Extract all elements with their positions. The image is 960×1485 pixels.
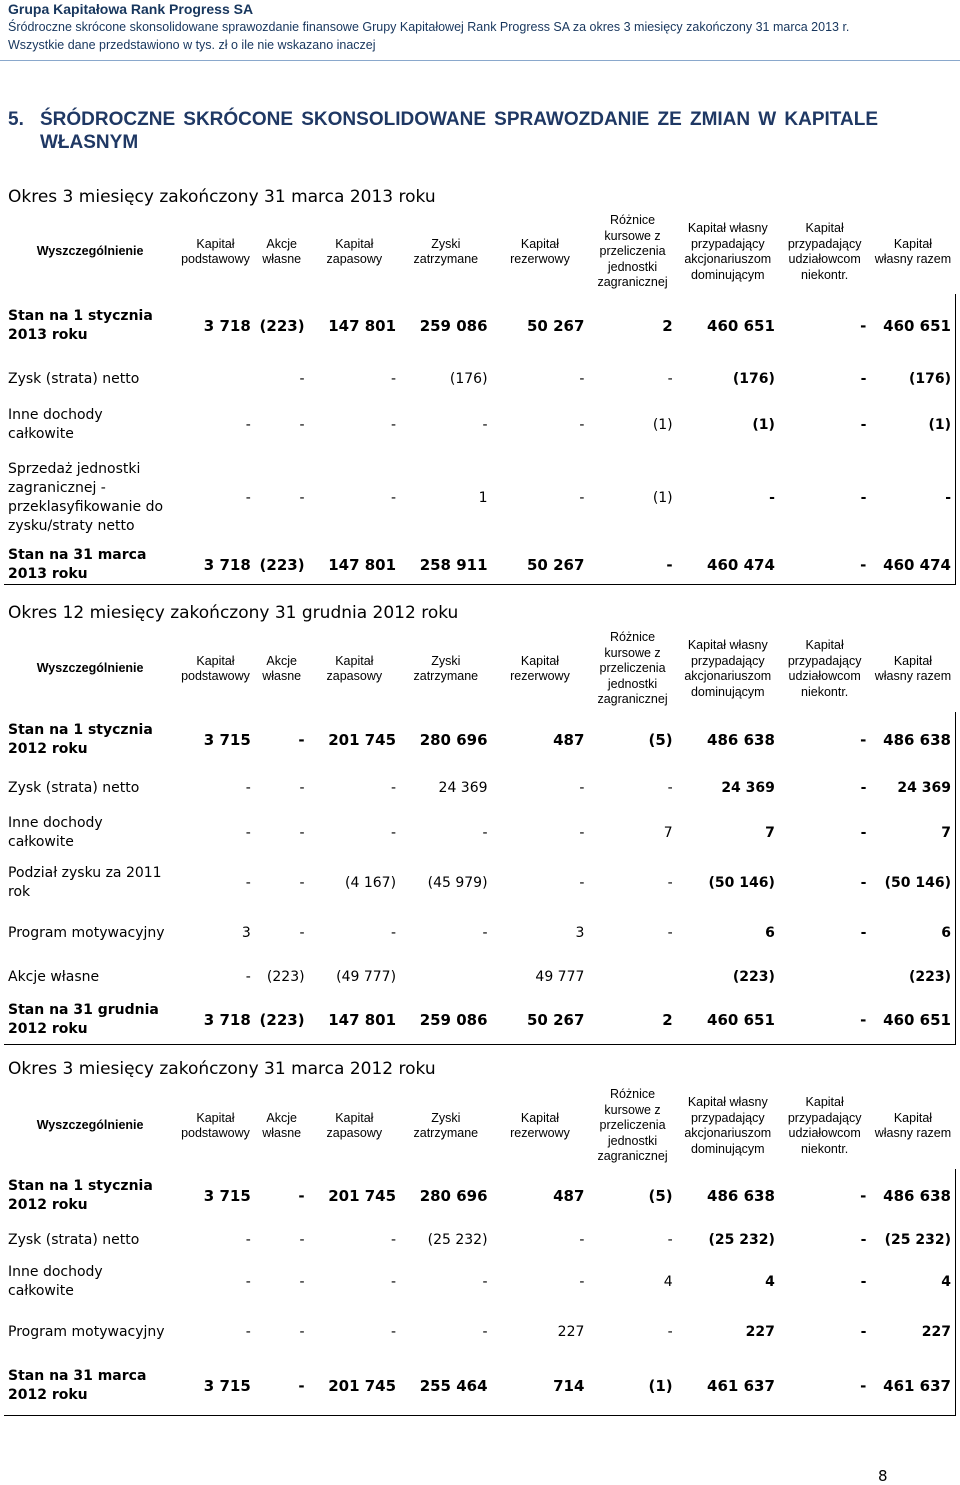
value-cell bbox=[400, 958, 491, 996]
value-cell: - bbox=[860, 875, 867, 891]
value-cell: 3 718 bbox=[176, 996, 255, 1044]
row-label: Zysk (strata) netto bbox=[8, 370, 140, 387]
period-title: Okres 12 miesięcy zakończony 31 grudnia 2012 roku bbox=[8, 603, 459, 623]
value-cell: - bbox=[667, 925, 673, 941]
value-cell: - bbox=[391, 925, 397, 941]
value-cell: - bbox=[667, 371, 673, 387]
equity-changes-table bbox=[4, 626, 956, 1045]
column-header: Kapitał zapasowy bbox=[326, 236, 383, 266]
column-header: Kapitał rezerwowy bbox=[510, 653, 570, 683]
column-header: Kapitał własny przypadający akcjonariuszom dominującym bbox=[684, 221, 772, 282]
table-row bbox=[4, 908, 956, 958]
value-cell: 460 651 bbox=[870, 996, 955, 1044]
value-cell: (49 777) bbox=[336, 969, 397, 985]
row-label: Inne dochody całkowite bbox=[8, 407, 103, 442]
column-header: Akcje własne bbox=[262, 653, 302, 683]
row-label: Stan na 31 marca 2012 roku bbox=[4, 1357, 176, 1415]
value-cell: - bbox=[579, 875, 585, 891]
column-header: Wyszczególnienie bbox=[36, 1118, 144, 1133]
row-label: Stan na 1 stycznia 2012 roku bbox=[8, 1178, 153, 1213]
column-header: Kapitał własny razem bbox=[874, 653, 952, 683]
value-cell: 460 474 bbox=[677, 546, 779, 585]
value-cell: (5) bbox=[648, 1187, 673, 1205]
row-label: Stan na 1 stycznia 2013 roku bbox=[8, 308, 153, 343]
value-cell: - bbox=[860, 1324, 867, 1340]
table-row bbox=[4, 808, 956, 858]
table-row bbox=[4, 1169, 956, 1223]
value-cell bbox=[779, 958, 870, 996]
header-divider bbox=[0, 60, 960, 61]
value-cell: 147 801 bbox=[309, 546, 400, 585]
report-subtitle: Śródroczne skrócone skonsolidowane sprawozdanie finansowe Grupy Kapitałowej Rank Progress SA za okres 3 miesięcy zakończony 31 marca 2013 r. bbox=[8, 20, 850, 34]
value-cell: - bbox=[860, 825, 867, 841]
value-cell: (1) bbox=[652, 417, 673, 433]
value-cell: - bbox=[779, 996, 870, 1044]
page-number: 8 bbox=[878, 1467, 888, 1485]
column-header: Zyski zatrzymane bbox=[413, 653, 479, 683]
value-cell: - bbox=[299, 875, 305, 891]
value-cell: (223) bbox=[266, 969, 305, 985]
currency-note: Wszystkie dane przedstawiono w tys. zł o ile nie wskazano inaczej bbox=[8, 38, 376, 52]
value-cell: 255 464 bbox=[400, 1357, 491, 1415]
value-cell: 4 bbox=[870, 1257, 955, 1307]
value-cell: 460 651 bbox=[870, 294, 955, 358]
value-cell: 1 bbox=[478, 490, 488, 506]
value-cell: 3 715 bbox=[176, 1357, 255, 1415]
value-cell: 3 715 bbox=[203, 1187, 251, 1205]
table-row bbox=[4, 546, 956, 585]
table-row bbox=[4, 1257, 956, 1307]
column-header: Kapitał własny razem bbox=[874, 1110, 952, 1140]
column-header: Kapitał rezerwowy bbox=[510, 236, 570, 266]
value-cell: 487 bbox=[553, 1187, 585, 1205]
value-cell: 24 369 bbox=[721, 780, 775, 796]
company-name: Grupa Kapitałowa Rank Progress SA bbox=[8, 1, 254, 17]
value-cell: - bbox=[245, 1232, 251, 1248]
value-cell: (25 232) bbox=[427, 1232, 488, 1248]
value-cell: 460 474 bbox=[870, 546, 955, 585]
value-cell: - bbox=[391, 1274, 397, 1290]
column-header: Różnice kursowe z przeliczenia jednostki zagranicznej bbox=[597, 213, 668, 290]
value-cell: (223) bbox=[259, 317, 305, 335]
column-header: Kapitał rezerwowy bbox=[510, 1110, 570, 1140]
value-cell: - bbox=[860, 731, 867, 749]
value-cell: - bbox=[299, 371, 305, 387]
column-header: Kapitał własny przypadający akcjonariuszom dominującym bbox=[684, 638, 772, 699]
value-cell: 6 bbox=[870, 908, 955, 958]
column-header: Akcje własne bbox=[262, 1110, 302, 1140]
value-cell: - bbox=[860, 371, 867, 387]
row-label: Inne dochody całkowite bbox=[8, 1264, 103, 1299]
value-cell: - bbox=[860, 1187, 867, 1205]
row-label: Zysk (strata) netto bbox=[8, 779, 140, 796]
value-cell: (1) bbox=[870, 400, 955, 450]
equity-changes-table bbox=[4, 1083, 956, 1416]
value-cell: - bbox=[860, 925, 867, 941]
value-cell: - bbox=[860, 780, 867, 796]
row-label: Sprzedaż jednostki zagranicznej - przeklasyfikowanie do zysku/straty netto bbox=[8, 461, 164, 534]
period-title: Okres 3 miesięcy zakończony 31 marca 2012 roku bbox=[8, 1059, 436, 1079]
value-cell: - bbox=[245, 969, 251, 985]
value-cell: 486 638 bbox=[707, 731, 775, 749]
value-cell: 7 bbox=[765, 825, 775, 841]
column-header: Wyszczególnienie bbox=[36, 661, 144, 676]
section-heading bbox=[8, 108, 878, 154]
column-header: Kapitał przypadający udziałowcom niekontr. bbox=[787, 638, 862, 699]
row-label: Stan na 31 grudnia 2012 roku bbox=[4, 996, 176, 1044]
row-label: Akcje własne bbox=[8, 968, 100, 985]
value-cell: 201 745 bbox=[328, 731, 397, 749]
value-cell: 460 651 bbox=[677, 996, 779, 1044]
value-cell: - bbox=[579, 371, 585, 387]
value-cell: (223) bbox=[732, 969, 775, 985]
value-cell: - bbox=[391, 490, 397, 506]
value-cell: 227 bbox=[870, 1307, 955, 1357]
value-cell: (1) bbox=[652, 490, 673, 506]
value-cell: - bbox=[245, 875, 251, 891]
value-cell: - bbox=[245, 490, 251, 506]
value-cell: (50 146) bbox=[870, 858, 955, 908]
value-cell: - bbox=[667, 875, 673, 891]
value-cell: 3 718 bbox=[176, 546, 255, 585]
row-label: Program motywacyjny bbox=[8, 924, 165, 941]
equity-changes-table bbox=[4, 210, 956, 585]
row-label: Podział zysku za 2011 rok bbox=[8, 865, 162, 900]
table-row bbox=[4, 400, 956, 450]
table-row bbox=[4, 768, 956, 808]
value-cell: - bbox=[299, 1274, 305, 1290]
value-cell: (1) bbox=[752, 417, 775, 433]
value-cell: 147 801 bbox=[328, 317, 397, 335]
value-cell: 24 369 bbox=[438, 780, 488, 796]
row-label: Stan na 1 stycznia 2012 roku bbox=[8, 722, 153, 757]
value-cell: - bbox=[299, 825, 305, 841]
row-label: Program motywacyjny bbox=[8, 1323, 165, 1340]
value-cell: - bbox=[482, 825, 488, 841]
value-cell: 50 267 bbox=[492, 546, 589, 585]
table-row bbox=[4, 1223, 956, 1257]
column-header: Wyszczególnienie bbox=[36, 244, 144, 259]
column-header: Kapitał przypadający udziałowcom niekontr. bbox=[787, 221, 862, 282]
section-number: 5. bbox=[8, 109, 24, 130]
value-cell: - bbox=[860, 490, 867, 506]
value-cell: - bbox=[779, 546, 870, 585]
value-cell: (176) bbox=[732, 371, 775, 387]
value-cell: - bbox=[667, 780, 673, 796]
value-cell: 486 638 bbox=[707, 1187, 775, 1205]
table-row bbox=[4, 450, 956, 546]
value-cell: 2 bbox=[588, 996, 676, 1044]
value-cell: - bbox=[391, 371, 397, 387]
table-row bbox=[4, 358, 956, 400]
value-cell: 4 bbox=[663, 1274, 673, 1290]
table-row bbox=[4, 1357, 956, 1415]
section-title: ŚRÓDROCZNE SKRÓCONE SKONSOLIDOWANE SPRAWOZDANIE ZE ZMIAN W KAPITALE WŁASNYM bbox=[40, 109, 878, 153]
value-cell: 280 696 bbox=[419, 731, 488, 749]
column-header: Kapitał podstawowy bbox=[181, 653, 250, 683]
value-cell: - bbox=[588, 546, 676, 585]
value-cell: (5) bbox=[648, 731, 673, 749]
value-cell: 2 bbox=[662, 317, 673, 335]
value-cell: - bbox=[579, 825, 585, 841]
table-header-row bbox=[4, 210, 956, 294]
value-cell: - bbox=[579, 1274, 585, 1290]
column-header: Różnice kursowe z przeliczenia jednostki zagranicznej bbox=[597, 630, 668, 707]
value-cell: 258 911 bbox=[400, 546, 491, 585]
value-cell: (176) bbox=[449, 371, 488, 387]
value-cell: (1) bbox=[588, 1357, 676, 1415]
value-cell: - bbox=[391, 1324, 397, 1340]
value-cell: - bbox=[245, 417, 251, 433]
value-cell: - bbox=[579, 417, 585, 433]
value-cell: - bbox=[391, 825, 397, 841]
value-cell: 50 267 bbox=[526, 317, 585, 335]
value-cell: 461 637 bbox=[677, 1357, 779, 1415]
value-cell: 259 086 bbox=[400, 996, 491, 1044]
value-cell: - bbox=[579, 780, 585, 796]
value-cell: 487 bbox=[553, 731, 585, 749]
value-cell: (176) bbox=[870, 358, 955, 400]
value-cell: - bbox=[245, 780, 251, 796]
value-cell: - bbox=[860, 1274, 867, 1290]
value-cell: (50 146) bbox=[708, 875, 775, 891]
value-cell: - bbox=[667, 1324, 673, 1340]
value-cell: (4 167) bbox=[345, 875, 397, 891]
value-cell: (223) bbox=[870, 958, 955, 996]
value-cell: (25 232) bbox=[870, 1223, 955, 1257]
value-cell: 714 bbox=[492, 1357, 589, 1415]
row-label: Stan na 31 marca 2013 roku bbox=[4, 546, 176, 585]
value-cell: - bbox=[579, 490, 585, 506]
value-cell: 201 745 bbox=[309, 1357, 400, 1415]
value-cell: 486 638 bbox=[870, 712, 955, 768]
value-cell: (25 232) bbox=[708, 1232, 775, 1248]
value-cell: - bbox=[779, 1357, 870, 1415]
value-cell: 460 651 bbox=[707, 317, 775, 335]
column-header: Kapitał podstawowy bbox=[181, 236, 250, 266]
column-header: Kapitał zapasowy bbox=[326, 653, 383, 683]
value-cell: 147 801 bbox=[309, 996, 400, 1044]
value-cell: 3 718 bbox=[203, 317, 251, 335]
column-header: Akcje własne bbox=[262, 236, 302, 266]
value-cell: 7 bbox=[870, 808, 955, 858]
value-cell: - bbox=[299, 1324, 305, 1340]
value-cell: - bbox=[860, 417, 867, 433]
value-cell: - bbox=[299, 780, 305, 796]
table-row bbox=[4, 996, 956, 1044]
value-cell: (45 979) bbox=[427, 875, 488, 891]
value-cell: - bbox=[860, 317, 867, 335]
table-row bbox=[4, 958, 956, 996]
value-cell: - bbox=[391, 1232, 397, 1248]
value-cell: 3 715 bbox=[203, 731, 251, 749]
value-cell: 227 bbox=[745, 1324, 775, 1340]
value-cell: 201 745 bbox=[328, 1187, 397, 1205]
table-row bbox=[4, 858, 956, 908]
column-header: Różnice kursowe z przeliczenia jednostki zagranicznej bbox=[597, 1087, 668, 1164]
value-cell: - bbox=[245, 1274, 251, 1290]
column-header: Kapitał przypadający udziałowcom niekontr. bbox=[787, 1095, 862, 1156]
row-label: Zysk (strata) netto bbox=[8, 1231, 140, 1248]
value-cell bbox=[588, 958, 676, 996]
value-cell: - bbox=[482, 1324, 488, 1340]
table-header-row bbox=[4, 1083, 956, 1169]
period-title: Okres 3 miesięcy zakończony 31 marca 2013 roku bbox=[8, 187, 436, 207]
value-cell: - bbox=[245, 1324, 251, 1340]
value-cell: (223) bbox=[255, 996, 309, 1044]
value-cell: 49 777 bbox=[535, 969, 585, 985]
value-cell: - bbox=[482, 417, 488, 433]
value-cell: 259 086 bbox=[419, 317, 488, 335]
value-cell: - bbox=[391, 417, 397, 433]
value-cell: - bbox=[298, 731, 305, 749]
column-header: Zyski zatrzymane bbox=[413, 1110, 479, 1140]
value-cell: (223) bbox=[255, 546, 309, 585]
value-cell: 50 267 bbox=[492, 996, 589, 1044]
value-cell: - bbox=[769, 490, 775, 506]
value-cell: - bbox=[299, 925, 305, 941]
table-header-row bbox=[4, 626, 956, 712]
value-cell: - bbox=[667, 1232, 673, 1248]
row-label: Inne dochody całkowite bbox=[8, 815, 103, 850]
value-cell: - bbox=[299, 1232, 305, 1248]
value-cell: 486 638 bbox=[870, 1169, 955, 1223]
value-cell: 7 bbox=[663, 825, 673, 841]
value-cell bbox=[176, 358, 255, 400]
table-row bbox=[4, 1307, 956, 1357]
value-cell: - bbox=[299, 490, 305, 506]
value-cell: 3 bbox=[241, 925, 251, 941]
value-cell: 4 bbox=[765, 1274, 775, 1290]
value-cell: 227 bbox=[557, 1324, 585, 1340]
column-header: Kapitał zapasowy bbox=[326, 1110, 383, 1140]
column-header: Kapitał własny przypadający akcjonariuszom dominującym bbox=[684, 1095, 772, 1156]
value-cell: - bbox=[870, 450, 955, 546]
table-row bbox=[4, 294, 956, 358]
column-header: Zyski zatrzymane bbox=[413, 236, 479, 266]
value-cell: - bbox=[579, 1232, 585, 1248]
value-cell: 461 637 bbox=[870, 1357, 955, 1415]
value-cell: 3 bbox=[575, 925, 585, 941]
column-header: Kapitał własny razem bbox=[874, 236, 952, 266]
value-cell: - bbox=[482, 925, 488, 941]
value-cell: - bbox=[482, 1274, 488, 1290]
value-cell: - bbox=[860, 1232, 867, 1248]
value-cell: 6 bbox=[765, 925, 775, 941]
value-cell: 24 369 bbox=[870, 768, 955, 808]
value-cell: - bbox=[299, 417, 305, 433]
value-cell: - bbox=[391, 780, 397, 796]
table-row bbox=[4, 712, 956, 768]
value-cell: - bbox=[255, 1357, 309, 1415]
column-header: Kapitał podstawowy bbox=[181, 1110, 250, 1140]
value-cell: - bbox=[245, 825, 251, 841]
value-cell: - bbox=[298, 1187, 305, 1205]
value-cell: 280 696 bbox=[419, 1187, 488, 1205]
